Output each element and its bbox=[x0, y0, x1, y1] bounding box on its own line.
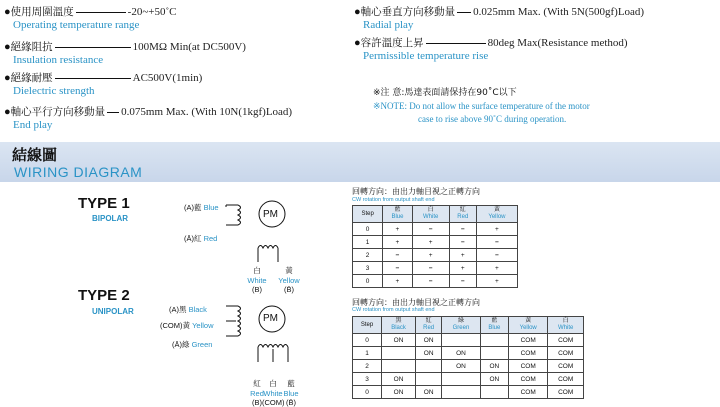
type2-table-cell: ON bbox=[416, 347, 442, 360]
bullet-icon: ● bbox=[354, 6, 361, 18]
type2-table-cell: COM bbox=[548, 360, 584, 373]
type1-table-cell: + bbox=[383, 275, 412, 288]
type2-table-cell: ON bbox=[416, 386, 442, 399]
type1-table-row bbox=[353, 236, 518, 249]
type2-table-cell bbox=[442, 373, 480, 386]
type2-table-header-cell: 藍 Blue bbox=[480, 317, 508, 334]
type1-table-header-cell: Step bbox=[353, 206, 383, 223]
bullet-icon: ● bbox=[354, 37, 361, 49]
type2-table-cell: COM bbox=[508, 360, 547, 373]
bullet-icon: ● bbox=[4, 41, 11, 53]
type1-table-cell: + bbox=[449, 262, 476, 275]
bullet-icon: ● bbox=[4, 106, 11, 118]
type1-table-row bbox=[353, 275, 518, 288]
type2-table-cell: ON bbox=[480, 373, 508, 386]
type1-table-cell: 0 bbox=[353, 223, 383, 236]
type1-table-cell: + bbox=[383, 223, 412, 236]
type2-table-cell bbox=[382, 360, 416, 373]
type1-table-cell: − bbox=[383, 262, 412, 275]
type1-table-cell: 0 bbox=[353, 275, 383, 288]
type1-table-cell: + bbox=[383, 236, 412, 249]
type1-lead-yellow: 黃 Yellow (B̄) bbox=[278, 266, 300, 294]
type1-table-cell: − bbox=[476, 236, 517, 249]
type2-coil-a bbox=[238, 306, 241, 336]
type2-table-cell bbox=[416, 373, 442, 386]
type1-table-cell: − bbox=[412, 275, 449, 288]
type2-table-cell: COM bbox=[508, 347, 547, 360]
type2-table-row bbox=[353, 386, 584, 399]
type2-lead-yellow: (COM)黃 Yellow bbox=[160, 321, 214, 330]
type1-lead-red: (Ā)紅 Red bbox=[184, 234, 218, 243]
type1-table-cell: − bbox=[449, 236, 476, 249]
type2-lead-green: (Ā)綠 Green bbox=[172, 340, 213, 349]
type1-table-cell: − bbox=[449, 223, 476, 236]
spec-end-play: ●軸心平行方向移動量 0.075mm Max. (With 10N(1kgf)Load) End play bbox=[4, 106, 293, 131]
type2-table-cell: COM bbox=[508, 373, 547, 386]
type1-table-cell: + bbox=[476, 275, 517, 288]
type2-table-row bbox=[353, 373, 584, 386]
type2-title: TYPE 2 bbox=[78, 287, 130, 304]
type1-table-cell: − bbox=[476, 249, 517, 262]
type2-schematic bbox=[226, 306, 288, 362]
type1-table-header-cell: 藍 Blue bbox=[383, 206, 412, 223]
type2-table-cell bbox=[442, 334, 480, 347]
type1-table-caption-en: CW rotation from output shaft end bbox=[352, 197, 435, 203]
type2-table-header-cell: Step bbox=[353, 317, 382, 334]
bullet-icon: ● bbox=[4, 72, 11, 84]
type1-table-cell: + bbox=[412, 249, 449, 262]
type2-table-cell: 0 bbox=[353, 386, 382, 399]
type2-table-caption-zh: 回轉方向：由出力軸目視之正轉方向 bbox=[352, 298, 480, 307]
type1-title: TYPE 1 bbox=[78, 195, 130, 212]
section-title-zh: 結線圖 bbox=[12, 146, 58, 164]
type1-coil-b bbox=[258, 246, 278, 249]
type2-motor-label: PM bbox=[263, 313, 278, 324]
type1-table-cell: + bbox=[476, 223, 517, 236]
type2-table-header-cell: 綠 Green bbox=[442, 317, 480, 334]
type2-table-cell: 0 bbox=[353, 334, 382, 347]
type2-table-header-cell: 紅 Red bbox=[416, 317, 442, 334]
spec-radial-play: ●軸心垂直方向移動量 0.025mm Max. (With 5N(500gf)Load) Radial play bbox=[354, 6, 645, 31]
note-block: ※注 意:馬達表面請保持在90˚C以下 ※NOTE: Do not allow the surface temperature of the motor case to rise above 90˚C during operation. bbox=[373, 88, 590, 124]
type2-table-cell bbox=[480, 334, 508, 347]
type2-subtitle: UNIPOLAR bbox=[92, 307, 134, 316]
type2-table-header-cell: 白 White bbox=[548, 317, 584, 334]
type2-table-cell: ON bbox=[416, 334, 442, 347]
type1-table-header-cell: 紅 Red bbox=[449, 206, 476, 223]
type2-table-cell: 1 bbox=[353, 347, 382, 360]
spec-operating-temp: ●使用周圍溫度 -20~+50˚C Operating temperature range bbox=[4, 6, 177, 31]
type2-table-cell: ON bbox=[442, 360, 480, 373]
type2-table-cell: COM bbox=[508, 334, 547, 347]
type1-table-cell: − bbox=[383, 249, 412, 262]
type2-table-row bbox=[353, 360, 584, 373]
type2-coil-b bbox=[258, 345, 288, 348]
type2-table-row bbox=[353, 334, 584, 347]
type2-sequence-table bbox=[352, 316, 584, 399]
type1-table-row bbox=[353, 223, 518, 236]
type2-lead-black: (A)黑 Black bbox=[169, 305, 207, 314]
type1-motor-label: PM bbox=[263, 209, 278, 220]
type1-table-cell: − bbox=[449, 275, 476, 288]
type1-table-row bbox=[353, 262, 518, 275]
type2-table-header-cell: 黃 Yellow bbox=[508, 317, 547, 334]
type2-table-header-cell: 黑 Black bbox=[382, 317, 416, 334]
type2-lead-red: 紅 Red (B) bbox=[250, 379, 264, 407]
type1-table-cell: 1 bbox=[353, 236, 383, 249]
type2-table-cell: ON bbox=[480, 360, 508, 373]
type2-table-cell: COM bbox=[548, 373, 584, 386]
type2-table-cell bbox=[382, 347, 416, 360]
type2-table-cell bbox=[480, 347, 508, 360]
type2-table-cell: COM bbox=[548, 334, 584, 347]
type1-lead-blue: (A)藍 Blue bbox=[184, 203, 219, 212]
type2-table-caption-en: CW rotation from output shaft end bbox=[352, 307, 435, 313]
type1-table-cell: − bbox=[412, 223, 449, 236]
type2-lead-white: 白 White (COM) bbox=[262, 379, 285, 407]
type1-sequence-table bbox=[352, 205, 518, 288]
type1-table-row bbox=[353, 249, 518, 262]
type2-table-cell: COM bbox=[548, 347, 584, 360]
type1-table-cell: − bbox=[412, 262, 449, 275]
bullet-icon: ● bbox=[4, 6, 11, 18]
type1-table-cell: + bbox=[476, 262, 517, 275]
type1-table-header-cell: 黃 Yellow bbox=[476, 206, 517, 223]
type2-table-cell: ON bbox=[382, 334, 416, 347]
type2-table-cell bbox=[416, 360, 442, 373]
type2-table-cell: COM bbox=[548, 386, 584, 399]
type2-table-cell bbox=[442, 386, 480, 399]
type1-subtitle: BIPOLAR bbox=[92, 214, 128, 223]
type2-table-cell: 3 bbox=[353, 373, 382, 386]
type1-table-cell: + bbox=[449, 249, 476, 262]
type1-coil-a bbox=[238, 205, 241, 225]
type1-table-header-cell: 白 White bbox=[412, 206, 449, 223]
spec-dielectric-strength: ●絕緣耐壓 AC500V(1min) Dielectric strength bbox=[4, 72, 203, 97]
type2-table-cell: 2 bbox=[353, 360, 382, 373]
type2-table-cell: ON bbox=[382, 373, 416, 386]
type1-table-cell: 3 bbox=[353, 262, 383, 275]
spec-insulation-resistance: ●絕緣阻抗 100MΩ Min(at DC500V) Insulation resistance bbox=[4, 41, 246, 66]
type1-table-cell: + bbox=[412, 236, 449, 249]
type2-table-cell: ON bbox=[442, 347, 480, 360]
type2-table-cell: ON bbox=[382, 386, 416, 399]
type1-table-cell: 2 bbox=[353, 249, 383, 262]
type1-lead-white: 白 White (B) bbox=[247, 266, 267, 294]
type2-table-cell: COM bbox=[508, 386, 547, 399]
section-title-en: WIRING DIAGRAM bbox=[14, 164, 143, 180]
type2-table-cell bbox=[480, 386, 508, 399]
type2-table-row bbox=[353, 347, 584, 360]
type2-lead-blue: 藍 Blue (B̄) bbox=[283, 379, 299, 407]
type1-table-caption-zh: 回轉方向：由出力軸目視之正轉方向 bbox=[352, 187, 480, 196]
spec-temp-rise: ●容許溫度上昇 80deg Max(Resistance method) Permissible temperature rise bbox=[354, 37, 628, 62]
